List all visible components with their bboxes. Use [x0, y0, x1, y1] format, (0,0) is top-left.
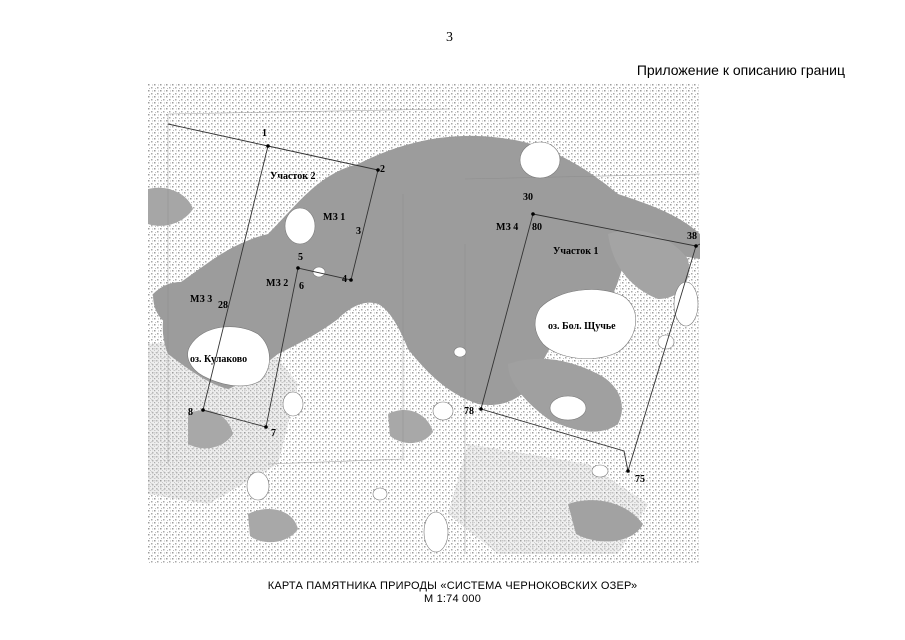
point-label: 7 — [271, 428, 276, 439]
lake — [247, 472, 269, 500]
point-label: 75 — [635, 474, 645, 485]
lake-label: оз. Кулаково — [190, 354, 248, 365]
point-label: 6 — [299, 281, 304, 292]
point-label: 30 — [523, 192, 533, 203]
lake — [658, 335, 674, 349]
lake — [550, 396, 586, 420]
lake — [285, 208, 315, 244]
point-label: 3 — [356, 226, 361, 237]
map-caption-title: КАРТА ПАМЯТНИКА ПРИРОДЫ «СИСТЕМА ЧЕРНОКОВСКИХ ОЗЕР» — [267, 580, 638, 592]
site-label: Участок 2 — [270, 171, 316, 182]
lake — [520, 142, 560, 178]
boundary-point-marker — [201, 408, 205, 412]
boundary-point-marker — [479, 407, 483, 411]
map-image — [148, 84, 700, 564]
boundary-point-marker — [264, 425, 268, 429]
map-scale: М 1:74 000 — [423, 593, 482, 605]
page-number: 3 — [446, 30, 453, 45]
boundary-point-marker — [266, 144, 270, 148]
lake — [424, 512, 448, 552]
lake — [674, 282, 698, 326]
lake — [283, 392, 303, 416]
zone-label: МЗ 3 — [190, 294, 213, 305]
lake — [373, 488, 387, 500]
boundary-point-marker — [296, 266, 300, 270]
boundary-point-marker — [694, 244, 698, 248]
point-label: 1 — [262, 128, 267, 139]
point-label: 2 — [380, 164, 385, 175]
lake-label: оз. Бол. Щучье — [548, 321, 616, 332]
zone-label: МЗ 2 — [266, 278, 289, 289]
point-label: 80 — [532, 222, 542, 233]
lake — [454, 347, 466, 357]
appendix-title: Приложение к описанию границ — [636, 62, 845, 78]
boundary-point-marker — [531, 212, 535, 216]
zone-label: МЗ 1 — [323, 212, 346, 223]
site-label: Участок 1 — [553, 246, 599, 257]
point-label: 4 — [342, 274, 347, 285]
boundary-point-marker — [626, 469, 630, 473]
zone-label: МЗ 4 — [496, 222, 519, 233]
boundary-point-marker — [349, 278, 353, 282]
point-label: 78 — [464, 406, 474, 417]
point-label: 38 — [687, 231, 697, 242]
point-label: 8 — [188, 407, 193, 418]
point-label: 28 — [218, 300, 228, 311]
point-label: 5 — [298, 252, 303, 263]
lake — [433, 402, 453, 420]
lake — [592, 465, 608, 477]
